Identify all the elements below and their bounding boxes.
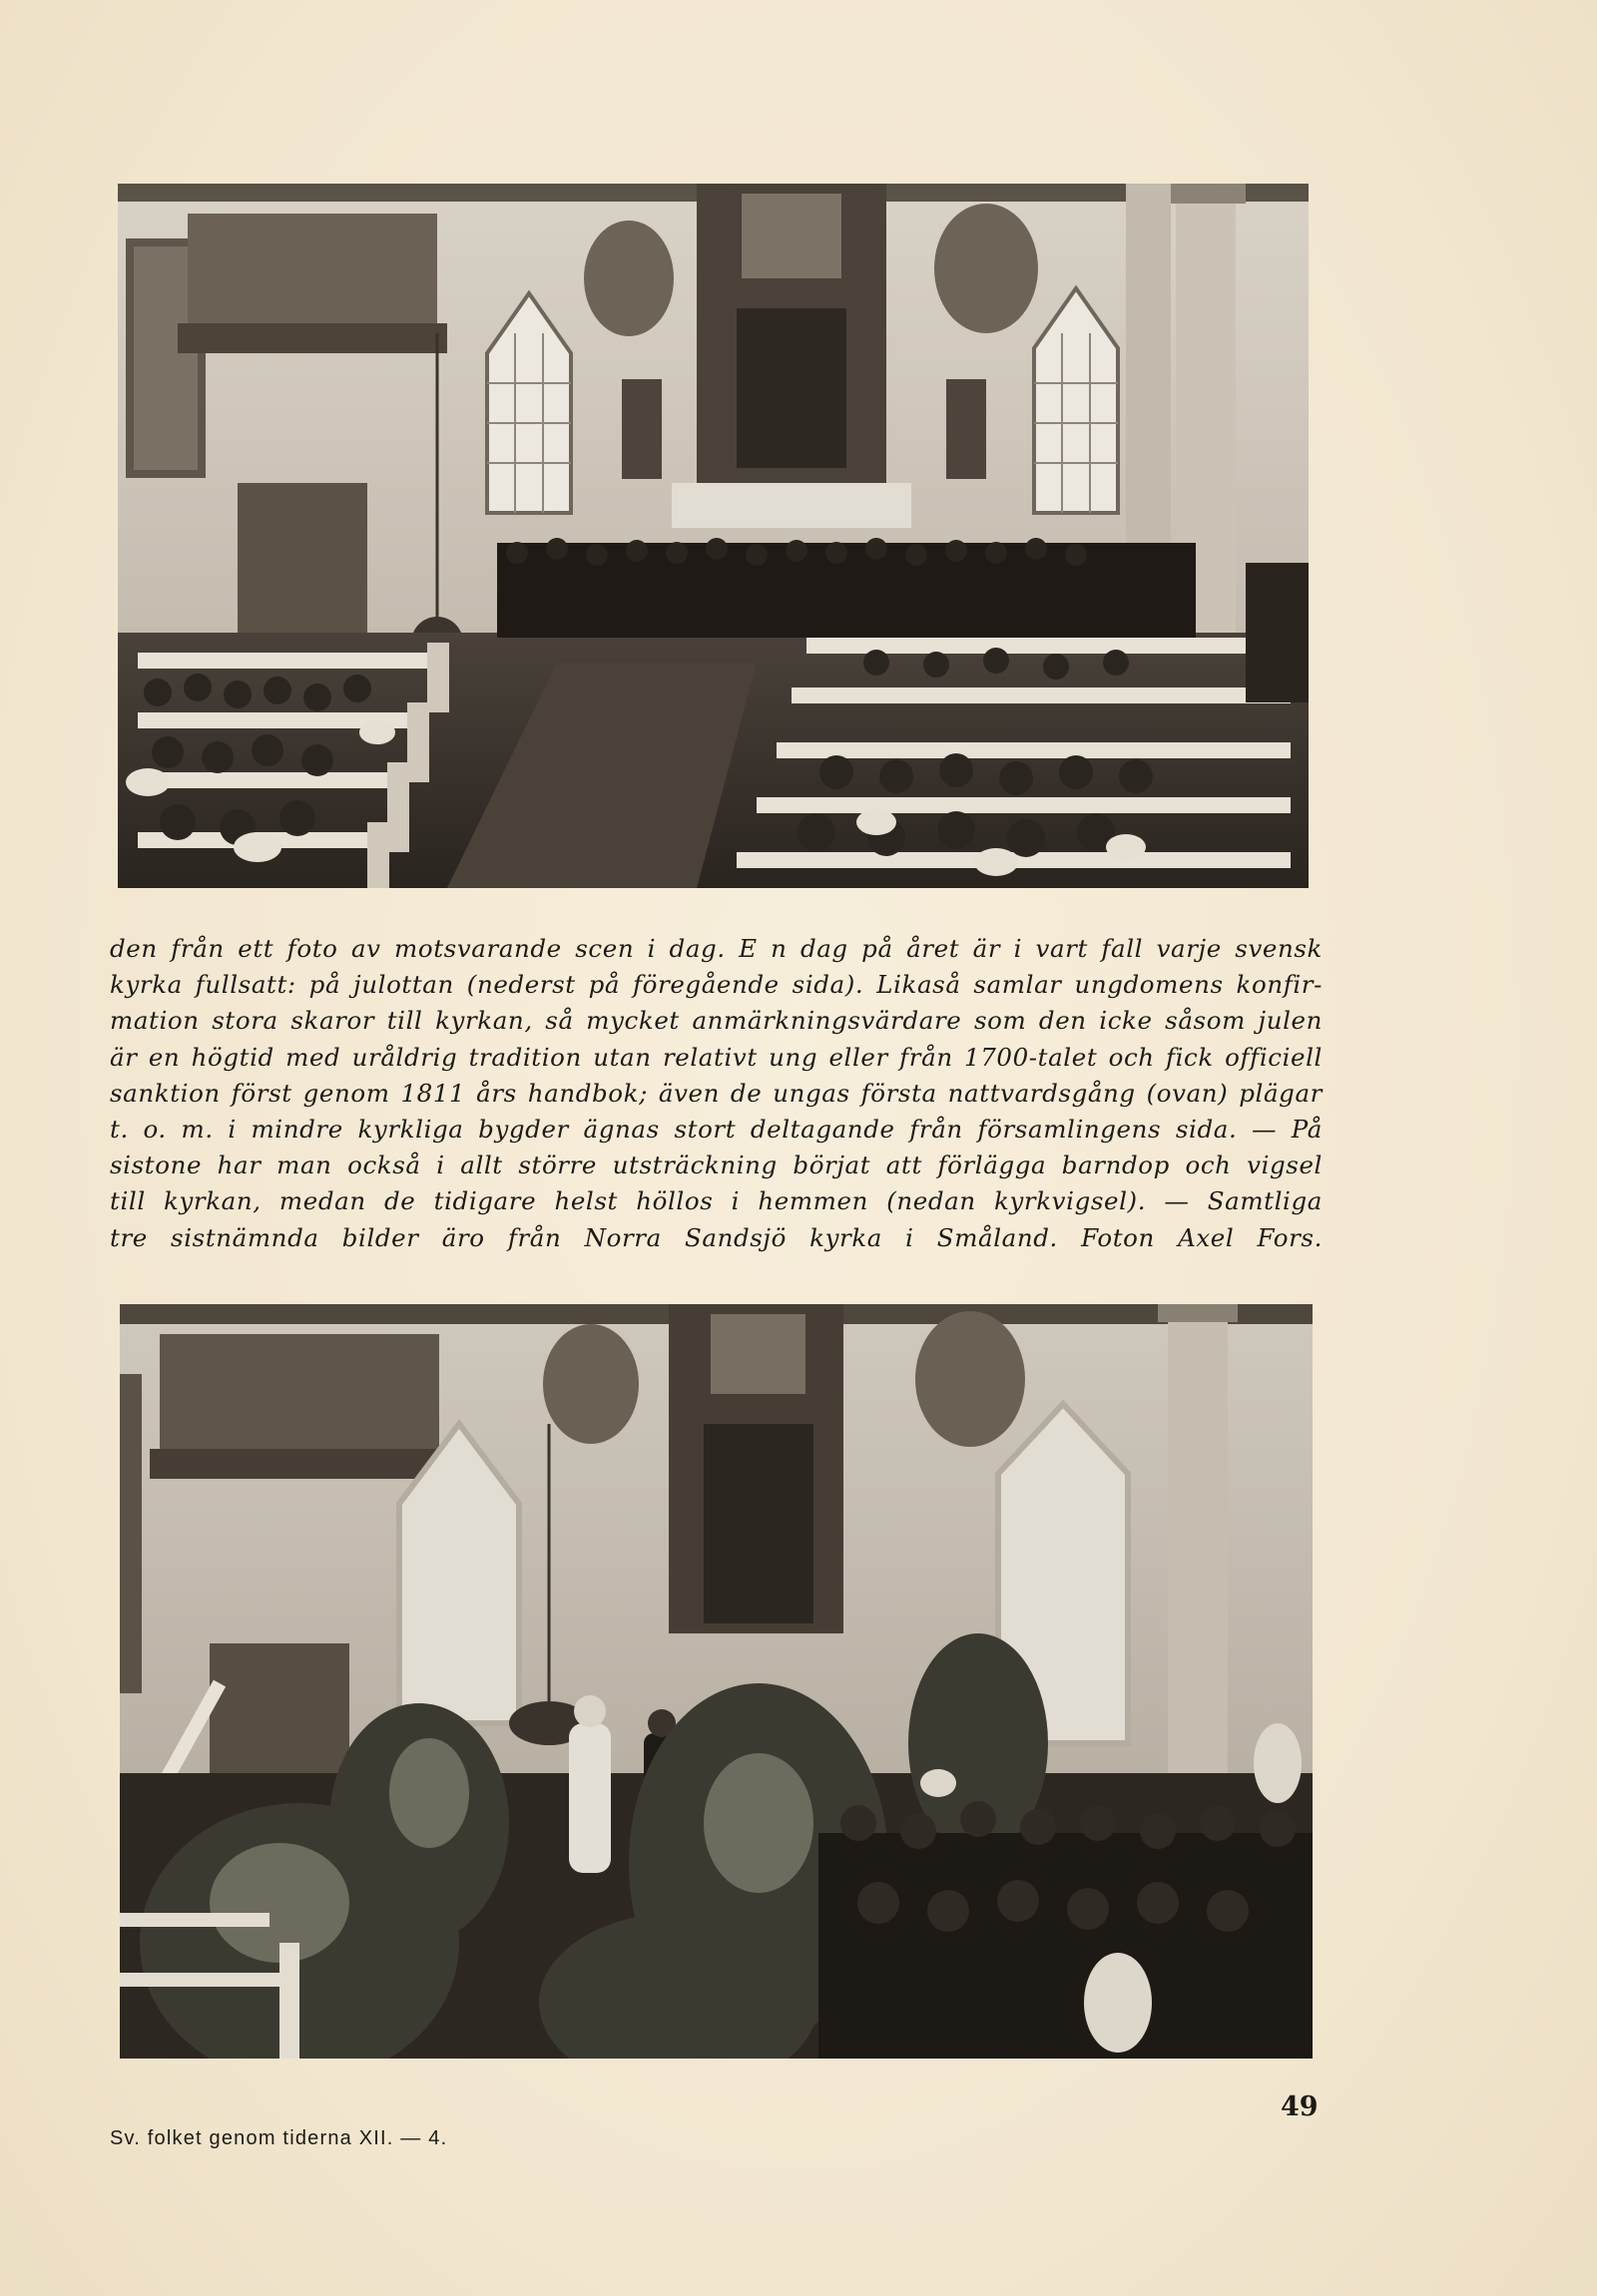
caption-line: kyrka fullsatt: på julottan (nederst på föregående sida). Likaså samlar ungdomens konfir- — [110, 970, 1323, 1000]
page-number: 49 — [1281, 2091, 1319, 2122]
photo-communion — [118, 184, 1309, 888]
church-interior-communion-photo — [118, 184, 1309, 888]
footer-source-line: Sv. folket genom tiderna XII. — 4. — [110, 2127, 448, 2149]
caption-paragraph — [110, 931, 1323, 1256]
church-interior-wedding-photo — [120, 1304, 1313, 2059]
caption-line: till kyrkan, medan de tidigare helst höllos i hemmen (nedan kyrkvigsel). — Samtliga — [110, 1186, 1323, 1216]
caption-line: den från ett foto av motsvarande scen i dag. E n dag på året är i vart fall varje svensk — [110, 934, 1323, 963]
caption-line: t. o. m. i mindre kyrkliga bygder ägnas stort deltagande från församlingens sida. — På — [110, 1115, 1323, 1145]
caption-line: sanktion först genom 1811 års handbok; även de ungas första nattvardsgång (ovan) plägar — [110, 1078, 1323, 1108]
caption-line: tre sistnämnda bilder äro från Norra Sandsjö kyrka i Småland. Foton Axel Fors. — [110, 1222, 1323, 1252]
caption-line: är en högtid med uråldrig tradition utan relativt ung eller från 1700-talet och fick officiell — [110, 1042, 1323, 1072]
caption-line: mation stora skaror till kyrkan, så mycket anmärkningsvärdare som den icke såsom julen — [110, 1006, 1323, 1036]
photo-wedding — [120, 1304, 1313, 2059]
caption-line: sistone har man också i allt större utsträckning börjat att förlägga barndop och vigsel — [110, 1150, 1323, 1180]
